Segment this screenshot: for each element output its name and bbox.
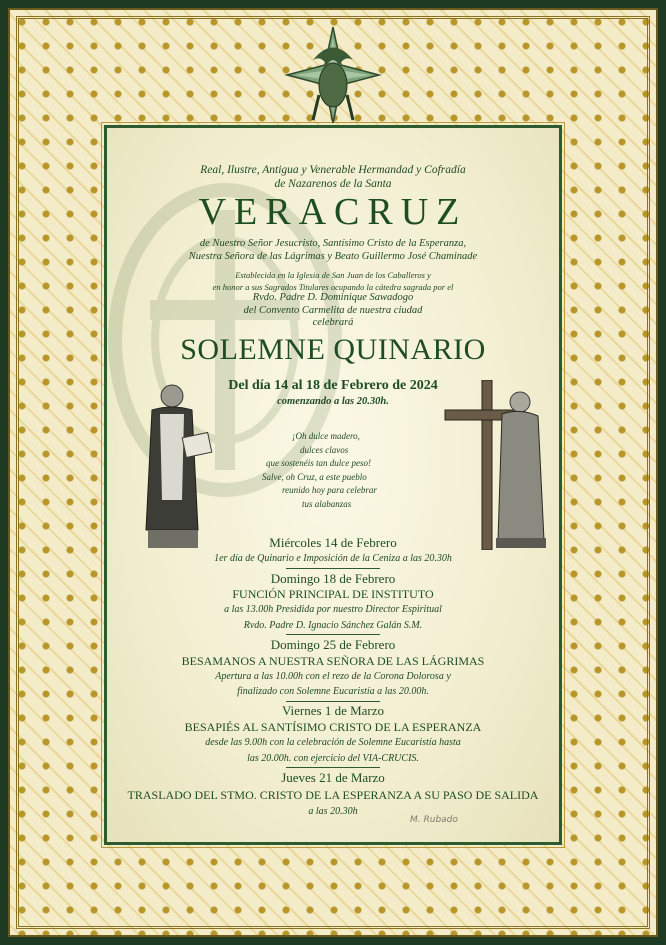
event-4-date: Viernes 1 de Marzo [281,703,385,718]
veracruz-cross-statue [440,380,555,550]
hermandad-emblem [283,25,383,135]
event-divider [286,701,380,702]
artist-signature: M. Rubado [410,815,458,825]
date-range: Del día 14 al 18 de Febrero de 2024 [228,378,438,393]
event-2-title: FUNCIÓN PRINCIPAL DE INSTITUTO [232,587,434,601]
event-4-detail-2: las 20.00h. con ejercicio del VIA-CRUCIS. [247,753,419,764]
event-4-title: BESAPIÉS AL SANTÍSIMO CRISTO DE LA ESPERANZA [184,720,482,734]
event-5-detail: a las 20.30h [308,806,358,817]
event-3-detail-2: finalizado con Solemne Eucaristía a las 20.00h. [237,686,429,697]
beato-chaminade-statue [138,380,218,550]
start-time: comenzando a las 20.30h. [277,396,389,407]
intro-line-2: de Nazarenos de la Santa [274,178,392,190]
preacher-block [104,292,562,330]
established-line-1: Establecida en la Iglesia de San Juan de los Caballeros y [235,270,431,280]
solemne-quinario-headline: SOLEMNE QUINARIO [180,333,486,366]
preacher-name: Rvdo. Padre D. Dominique Sawadogo [252,292,414,303]
dedication-line-1: de Nuestro Señor Jesucristo, Santísimo Cristo de la Esperanza, [199,238,467,249]
poem-line: que sostenéis tan dulce peso! [266,458,371,468]
poem-line: ¡Oh dulce madero, [292,431,360,441]
event-3-date: Domingo 25 de Febrero [270,637,396,652]
intro-line-1: Real, Ilustre, Antigua y Venerable Hermandad y Cofradía [200,164,466,176]
event-4-detail-1: desde las 9.00h con la celebración de Solemne Eucaristía hasta [205,737,461,748]
event-5-date: Jueves 21 de Marzo [281,770,385,785]
poem-line: dulces clavos [300,444,349,455]
veracruz-title: VERACRUZ [198,191,468,233]
event-5-title: TRASLADO DEL STMO. CRISTO DE LA ESPERANZA A SU PASO DE SALIDA [127,788,539,802]
event-divider [286,568,380,569]
event-3-title: BESAMANOS A NUESTRA SEÑORA DE LAS LÁGRIMAS [181,654,485,668]
event-divider [286,634,380,635]
celebrara-text: celebrará [312,317,354,328]
event-divider [286,767,380,768]
brotherhood-intro [104,163,562,191]
preacher-convent: del Convento Carmelita de nuestra ciudad [243,304,423,316]
event-2-detail-1: a las 13.00h Presidida por nuestro Director Espiritual [224,604,442,615]
poem [262,430,412,511]
event-1-date: Miércoles 14 de Febrero [269,535,397,550]
dedication [104,237,562,263]
dedication-line-2: Nuestra Señora de las Lágrimas y Beato Guillermo José Chaminade [188,251,478,262]
established-text [104,269,562,293]
established-line-2: en honor a sus Sagrados Titulares ocupando la cátedra sagrada por el [212,282,454,292]
poem-line: tus alabanzas [302,498,352,509]
event-1-detail: 1er día de Quinario e Imposición de la Ceniza a las 20.30h [214,553,452,564]
event-3-detail-1: Apertura a las 10.00h con el rezo de la Corona Dolorosa y [215,671,451,682]
event-2-date: Domingo 18 de Febrero [270,571,396,586]
event-2-detail-2: Rvdo. Padre D. Ignacio Sánchez Galán S.M. [243,620,423,631]
poem-line: reunido hoy para celebrar [282,485,377,495]
poem-line: Salve, oh Cruz, a este pueblo [262,471,367,482]
